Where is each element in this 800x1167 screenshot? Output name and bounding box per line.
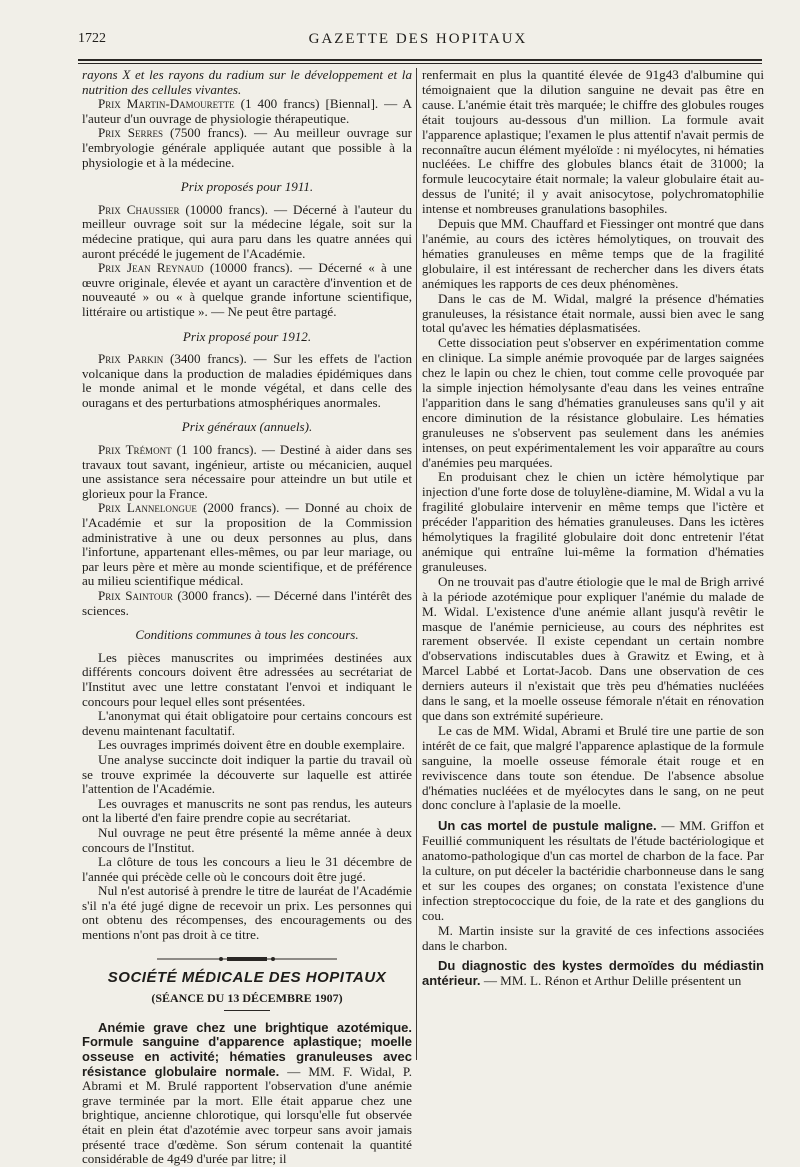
prize-name: Prix Saintour (98, 588, 173, 603)
column-divider (416, 68, 417, 1060)
paragraph: L'anonymat qui était obligatoire pour certains concours est devenu maintenant facultatif. (82, 708, 412, 738)
session-date: (SÉANCE DU 13 DÉCEMBRE 1907) (151, 991, 343, 1006)
prize-text: (3400 francs). — Sur les effets de l'action volcanique dans la production de maladies épidémiques dans le monde animal et le monde végétal, et dans celle des ouragans et des perturbations atmosphériques anormales. (82, 351, 412, 410)
paragraph: M. Martin insiste sur la gravité de ces infections associées dans le charbon. (422, 922, 764, 953)
paragraph: Le cas de MM. Widal, Abrami et Brulé tire une partie de son intérêt de ce fait, que malgré l'apparence aplastique de la formule sanguine, la moelle osseuse fémorale était rouge et en reviviscence dans toute son étendue. De l'absence absolue d'hématies nucléées et de myélocytes dans le sang, on ne peut donc conclure à l'aplasie de la moelle. (422, 722, 764, 813)
communication (422, 819, 764, 923)
paragraph: Depuis que MM. Chauffard et Fiessinger ont montré que dans l'anémie, au cours des ictères hémolytiques, on trouvait des hématies granuleuses en même temps que de la fragilité globulaire, il est intéressant de rechercher dans les divers états anémiques les rapports de ces deux phénomènes. (422, 216, 764, 291)
communication (82, 1021, 412, 1167)
prize-text: (1 400 francs) [Biennal]. — A l'auteur d'un ouvrage de physiologie thérapeutique. (82, 96, 412, 126)
paragraph: Cette dissociation peut s'observer en expérimentation comme en clinique. La simple anémie provoquée par de larges saignées chez le lapin ou chez le chien, tout comme celle provoquée par la simple injection hémolysante d'eau dans les veines entraîne l'apparition dans le sang d'hématies granuleuses sans qu'il y ait encore diminution de la résistance globulaire. Les hématies granuleuses ne s'observent pas seulement dans les anémies intenses, on peut expérimentalement les voir apparaître au cours d'anémies peu marquées. (422, 335, 764, 470)
prize-name: Prix Serres (98, 125, 164, 141)
communication-title: Un cas mortel de pustule maligne. (438, 818, 657, 834)
paragraph: Les pièces manuscrites ou imprimées destinées aux différents concours doivent être adressées au secrétariat de l'Institut avec une lettre constatant l'envoi et indiquant le concours pour lequel elles sont présentées. (82, 649, 412, 709)
paragraph: renfermait en plus la quantité élevée de 91g43 d'albumine qui témoignaient que la dilution sanguine ne devait pas être en cause. L'anémie était très marquée; le chiffre des globules rouges était toujours au-dessous d'un million. La formule avait l'apparence aplastique; l'examen le plus attentif n'avait permis de reconnaître aucun élément myéloïde : ni myélocytes, ni hématies nucléées. Le chiffre des globules blancs était de 31000; la formule leucocytaire était normale; la valeur globulaire était au-dessus de l'unité; il y avait anisocytose, polychromatophilie intense et nombreuses granulations basophiles. (422, 67, 764, 217)
communication (422, 959, 764, 989)
short-rule (224, 1010, 270, 1011)
communication-text: — MM. Griffon et Feuillié communiquent les résultats de l'étude bactériologique et anatomo-pathologique d'un cas mortel de charbon de la face. Par la culture, on put déceler la bactéridie charbonneuse dans le sang et sur les coupes des organes; on constata l'existence d'une infection streptococcique du foie, de la rate et des ganglions du cou. (422, 818, 764, 923)
prize-entry (82, 589, 412, 618)
prize-text: (10000 francs). — Décerné « à une œuvre originale, élevée et ayant un caractère d'invention et de nouveauté » ou « à quelque grande infortune scientifique, littéraire ou artistique ». — Ne peut être partagé. (82, 260, 412, 319)
left-column (82, 68, 412, 1167)
paragraph: Nul ouvrage ne peut être présenté la même année à deux concours de l'Institut. (82, 824, 412, 855)
paragraph: Les ouvrages imprimés doivent être en double exemplaire. (98, 737, 405, 753)
paragraph: En produisant chez le chien un ictère hémolytique par injection d'une forte dose de toluylène-diamine, M. Widal a vu la fragilité globulaire intervenir en même temps que l'ictère et précéder l'apparition des hématies granuleuses. Dans les ictères hémolytiques la fragilité globulaire doit donc entretenir l'état anémique qui entraîne lui-même la formation d'hématies granuleuses. (422, 469, 764, 574)
prize-entry (82, 97, 412, 126)
section-heading: Prix proposé pour 1912. (182, 328, 312, 344)
right-column (422, 68, 764, 989)
paragraph: Les ouvrages et manuscrits ne sont pas rendus, les auteurs ont la liberté d'en faire prendre copie au secrétariat. (82, 795, 412, 826)
running-title: GAZETTE DES HOPITAUX (308, 31, 528, 47)
paragraph: Dans le cas de M. Widal, malgré la présence d'hématies granuleuses, la résistance était normale, aussi bien avec le sang total qu'avec les hématies déplasmatisées. (422, 290, 764, 336)
ornament-rule (157, 955, 337, 963)
paragraph: On ne trouvait pas d'autre étiologie que le mal de Brigh arrivé à la période azotémique pour expliquer l'anémie du malade de M. Widal. L'existence d'une anémie allant jusqu'à revêtir le masque de l'anémie pernicieuse, au cours des néphrites est rarement observée. Il existe cependant un certain nombre d'observations indiscutables dues à Grawitz et Ewing, et à Marcel Labbé et Lortat-Jacob. Dans une observation de ces derniers auteurs il n'existait que très peu d'hématies nucléées dans le sang, et la moelle osseuse fémorale n'était en rénovation que dans son extrémité supérieure. (422, 573, 764, 723)
society-title: SOCIÉTÉ MÉDICALE DES HOPITAUX (107, 968, 387, 986)
prize-text: (7500 francs). — Au meilleur ouvrage sur l'embryologie générale appliquée autant que possible à la physiologie et à la médecine. (82, 125, 412, 170)
prize-entry (82, 261, 412, 319)
prize-entry (82, 203, 412, 261)
section-heading: Prix généraux (annuels). (181, 419, 313, 435)
paragraph: Nul n'est autorisé à prendre le titre de lauréat de l'Académie s'il n'a été jugé digne de recevoir un prix. Les personnes qui ont obtenu des récompenses, des encouragements ou des mentions n'ont pas droit à ce titre. (82, 883, 412, 943)
communication-text: — MM. L. Rénon et Arthur Delille présentent un (483, 973, 742, 989)
prize-text: (2000 francs). — Donné au choix de l'Académie et sur la proposition de la Commission administrative à une ou deux personnes au plus, dans l'infortune, appartenant elles-mêmes, ou par leur mariage, ou par leurs père et mère au monde scientifique, et de préférence au milieu scientifique médical. (82, 500, 412, 589)
page-number: 1722 (78, 31, 106, 46)
prize-entry (82, 501, 412, 589)
paragraph: Une analyse succincte doit indiquer la partie du travail où se trouve exprimée la découverte sur laquelle est attirée l'attention de l'Académie. (82, 751, 412, 797)
prize-name: Prix Lannelongue (98, 500, 197, 516)
prize-text: (1 100 francs). — Destiné à aider dans ses travaux tout savant, ingénieur, artiste ou mécanicien, auquel une assistance sera nécessaire pour atteindre un but utile et glorieux pour la France. (82, 442, 412, 501)
prize-name: Prix Martin-Damourette (98, 96, 235, 112)
page-header (78, 27, 758, 57)
prize-name: Prix Parkin (98, 351, 164, 367)
communication-title: Anémie grave chez une brightique azotémique. Formule sanguine d'apparence aplastique; moelle osseuse en activité; hématies granuleuses avec résistance globulaire normale. (82, 1019, 412, 1079)
section-heading: Conditions communes à tous les concours. (135, 627, 359, 643)
prize-entry (82, 443, 412, 501)
header-rule-thick (78, 59, 762, 61)
paragraph: rayons X et les rayons du radium sur le développement et la nutrition des cellules vivantes. (82, 67, 412, 97)
header-rule-thin (78, 63, 762, 64)
prize-text: (3000 francs). — Décerné dans l'intérêt des sciences. (82, 588, 412, 618)
prize-name: Prix Trémont (98, 442, 172, 458)
section-heading: Prix proposés pour 1911. (180, 179, 314, 195)
prize-entry (82, 126, 412, 170)
communication-title: Du diagnostic des kystes dermoïdes du médiastin antérieur. (422, 958, 764, 989)
prize-name: Prix Jean Reynaud (98, 260, 204, 276)
prize-entry (82, 352, 412, 410)
paragraph: La clôture de tous les concours a lieu le 31 décembre de l'année qui précède celle où le concours doit être jugé. (82, 854, 412, 884)
prize-text: (10000 francs). — Décerné à l'auteur du meilleur ouvrage soit sur la médecine légale, soit sur la médecine pratique, qui aura paru dans les quatre années qui auront précédé le jugement de l'Académie. (82, 201, 412, 261)
prize-name: Prix Chaussier (98, 201, 180, 217)
communication-text: — MM. F. Widal, P. Abrami et M. Brulé rapportent l'observation d'une anémie grave terminée par la mort. Elle était apparue chez une brightique, ancienne chlorotique, qui lorsqu'elle fut observée était en plein état d'azotémie avec torpeur sans avoir jamais présenté trace d'œdème. Son sérum contenait la quantité considérable de 4g49 d'urée par litre; il (82, 1063, 412, 1167)
